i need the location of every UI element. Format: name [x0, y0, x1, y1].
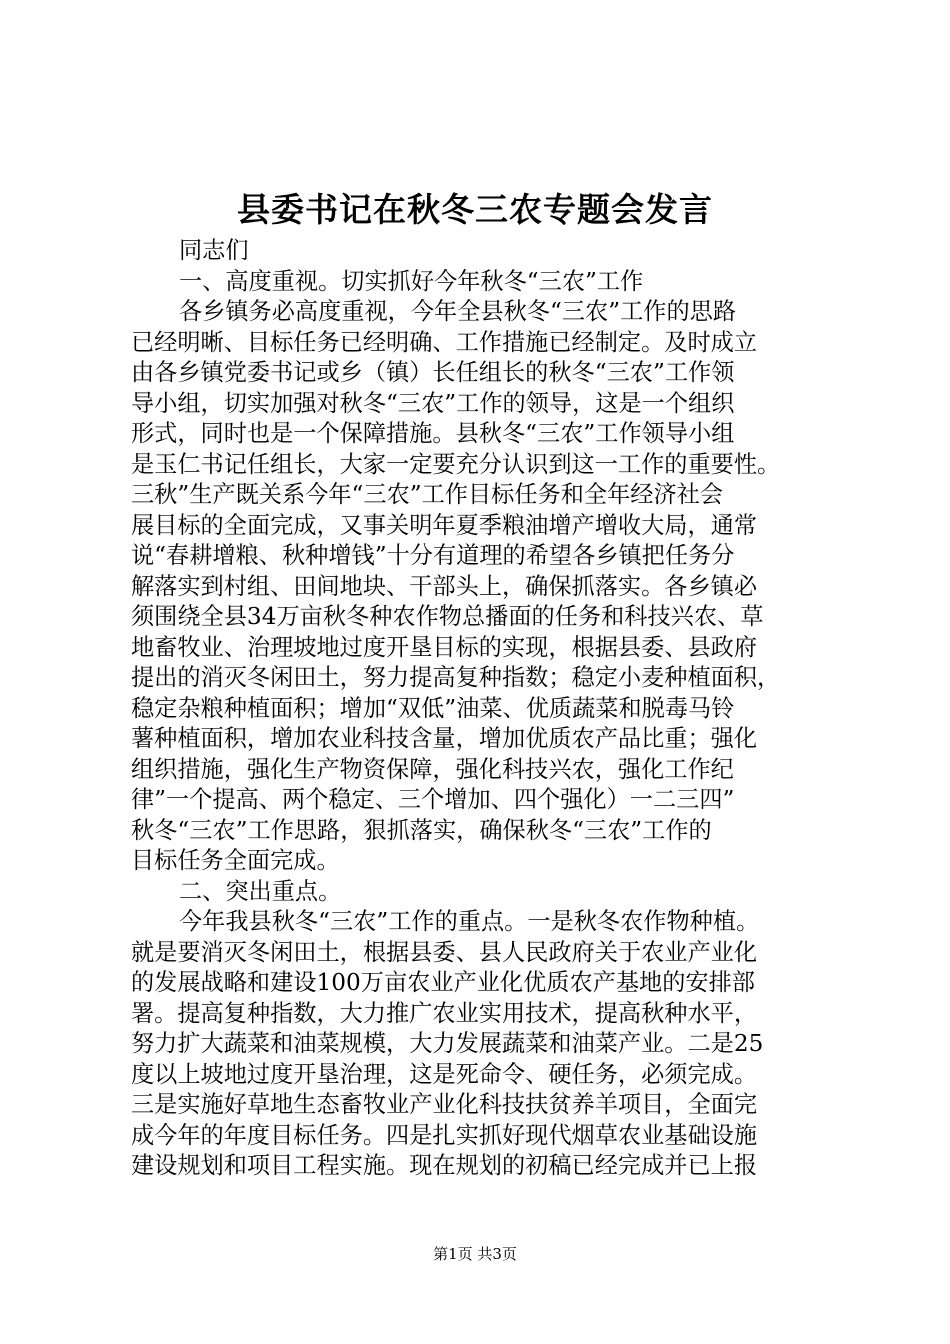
- page-footer: 第1页 共3页: [433, 1245, 517, 1263]
- paragraph-line: 说“春耕增粮、秋种增钱”十分有道理的希望各乡镇把任务分: [131, 542, 735, 569]
- section-heading-1: 一、高度重视。切实抓好今年秋冬“三农”工作: [179, 267, 644, 295]
- paragraph-line: 各乡镇务必高度重视，今年全县秋冬“三农”工作的思路: [179, 298, 737, 325]
- paragraph-line: 是玉仁书记任组长，大家一定要充分认识到这一工作的重要性。: [131, 450, 781, 478]
- paragraph-line: 薯种植面积，增加农业科技含量，增加优质农产品比重；强化: [131, 725, 758, 752]
- paragraph-line: 须围绕全县34万亩秋冬种农作物总播面的任务和科技兴农、草: [131, 603, 764, 630]
- paragraph-line: 目标任务全面完成。: [131, 847, 340, 874]
- paragraph-line: 就是要消灭冬闲田土，根据县委、县人民政府关于农业产业化: [131, 938, 758, 966]
- paragraph-line: 今年我县秋冬“三农”工作的重点。一是秋冬农作物种植。: [179, 908, 760, 935]
- document-body: [131, 236, 851, 1182]
- paragraph-line: 形式，同时也是一个保障措施。县秋冬“三农”工作领导小组: [131, 420, 735, 447]
- paragraph-line: 的发展战略和建设100万亩农业产业化优质农产基地的安排部: [131, 969, 755, 996]
- paragraph-line: 建设规划和项目工程实施。现在规划的初稿已经完成并已上报: [131, 1152, 758, 1179]
- paragraph-line: 展目标的全面完成，又事关明年夏季粮油增产增收大局，通常: [131, 511, 758, 539]
- salutation: 同志们: [179, 237, 249, 264]
- paragraph-line: 组织措施，强化生产物资保障，强化科技兴农，强化工作纪: [131, 755, 734, 783]
- paragraph-line: 由各乡镇党委书记或乡（镇）长任组长的秋冬“三农”工作领: [131, 359, 735, 386]
- paragraph-line: 律”一个提高、两个稳定、三个增加、四个强化）一二三四”: [131, 786, 735, 813]
- paragraph-line: 署。提高复种指数，大力推广农业实用技术，提高秋种水平，: [131, 999, 758, 1027]
- paragraph-line: 已经明晰、目标任务已经明确、工作措施已经制定。及时成立: [131, 328, 758, 356]
- paragraph-line: 努力扩大蔬菜和油菜规模，大力发展蔬菜和油菜产业。二是25: [131, 1030, 764, 1057]
- paragraph-line: 地畜牧业、治理坡地过度开垦目标的实现，根据县委、县政府: [131, 633, 758, 661]
- paragraph-line: 解落实到村组、田间地块、干部头上，确保抓落实。各乡镇必: [131, 572, 758, 600]
- paragraph-line: 提出的消灭冬闲田土，努力提高复种指数；稳定小麦种植面积，: [131, 664, 781, 691]
- paragraph-line: 导小组，切实加强对秋冬“三农”工作的领导，这是一个组织: [131, 389, 735, 417]
- paragraph-line: 秋冬“三农”工作思路，狠抓落实，确保秋冬“三农”工作的: [131, 816, 712, 844]
- paragraph-line: 成今年的年度目标任务。四是扎实抓好现代烟草农业基础设施: [131, 1121, 758, 1149]
- paragraph-line: 稳定杂粮种植面积；增加“双低”油菜、优质蔬菜和脱毒马铃: [131, 694, 735, 722]
- paragraph-line: 三是实施好草地生态畜牧业产业化科技扶贫养羊项目，全面完: [131, 1091, 758, 1118]
- document-title: 县委书记在秋冬三农专题会发言: [237, 190, 713, 229]
- paragraph-line: 度以上坡地过度开垦治理，这是死命令、硬任务，必须完成。: [131, 1060, 758, 1088]
- section-heading-2: 二、突出重点。: [179, 877, 342, 905]
- paragraph-line: 三秋”生产既关系今年“三农”工作目标任务和全年经济社会: [131, 481, 724, 508]
